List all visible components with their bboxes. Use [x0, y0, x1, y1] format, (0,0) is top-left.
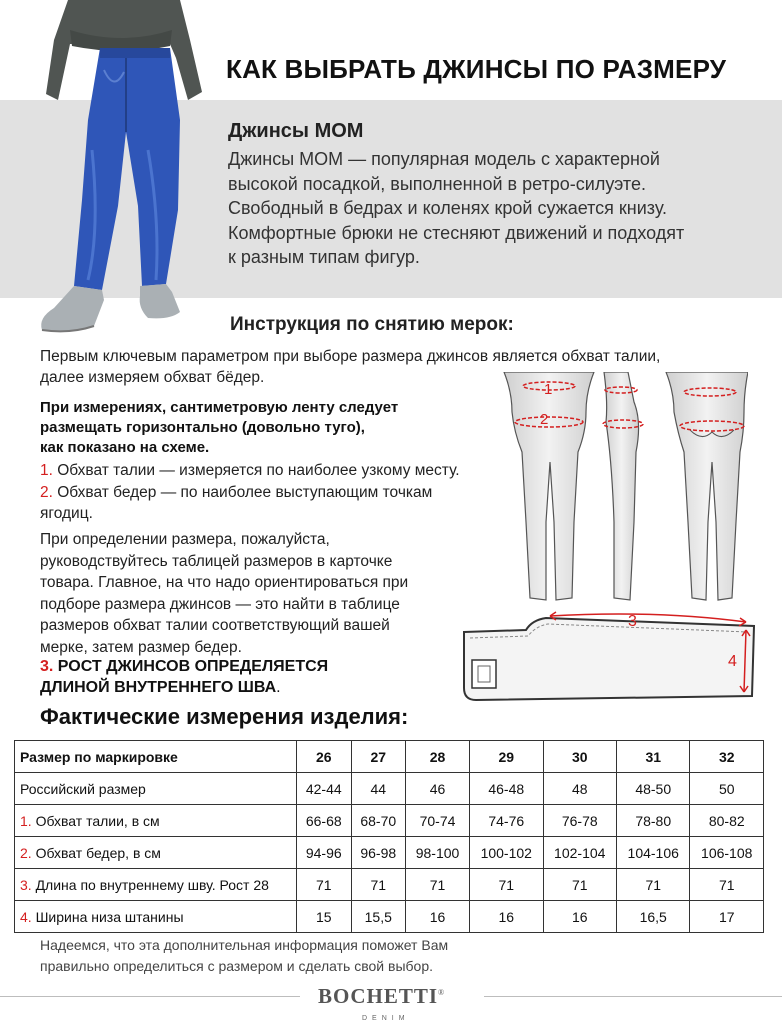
step-text: ДЛИНОЙ ВНУТРЕННЕГО ШВА: [40, 679, 277, 696]
table-cell: 71: [470, 869, 543, 901]
waist-label: 1: [544, 381, 553, 398]
table-cell: 70-74: [406, 805, 470, 837]
registered-mark: ®: [438, 988, 446, 997]
model-description-line: Комфортные брюки не стесняют движений и подходят: [228, 222, 685, 243]
table-cell: 71: [351, 869, 406, 901]
table-cell: 68-70: [351, 805, 406, 837]
step-number: 2.: [40, 483, 53, 501]
table-row: [15, 869, 764, 901]
table-cell: 42-44: [297, 773, 352, 805]
table-row: [15, 901, 764, 933]
row-label-text: Российский размер: [20, 780, 146, 797]
table-row: [15, 805, 764, 837]
row-label: [15, 837, 297, 869]
measurement-steps: [40, 460, 460, 525]
step-hips: [40, 482, 460, 504]
table-header-label: Размер по маркировке: [15, 741, 297, 773]
model-description-line: Джинсы MOM — популярная модель с характерной: [228, 149, 660, 169]
footer-line: Надеемся, что эта дополнительная информация поможет Вам: [40, 937, 449, 953]
step-inseam: [40, 656, 328, 698]
table-cell: 78-80: [616, 805, 689, 837]
jeans-inseam-diagram: [456, 600, 766, 704]
row-number: 2.: [20, 844, 32, 861]
instructions-title: Инструкция по снятию мерок:: [230, 314, 514, 335]
table-cell: 71: [690, 869, 764, 901]
row-number: 1.: [20, 812, 32, 829]
brand-name: BOCHETTI: [318, 984, 439, 1008]
model-description-line: к разным типам фигур.: [228, 247, 420, 267]
body-measurement-diagram: [494, 372, 748, 608]
row-label-text: Длина по внутреннему шву. Рост 28: [31, 876, 269, 893]
table-cell: 46-48: [470, 773, 543, 805]
step-waist: [40, 460, 460, 482]
table-cell: 15: [297, 901, 352, 933]
step-text: Обхват бедер — по наиболее выступающим точкам: [52, 483, 433, 501]
table-cell: 104-106: [616, 837, 689, 869]
row-label: [15, 869, 297, 901]
table-cell: 106-108: [690, 837, 764, 869]
model-description: [228, 147, 748, 270]
table-cell: 27: [351, 741, 406, 773]
howto-line: При измерениях, сантиметровую ленту следует: [40, 399, 399, 416]
table-cell: 76-78: [543, 805, 616, 837]
divider: [484, 996, 782, 997]
leg-width-label: 4: [728, 653, 737, 670]
table-cell: 71: [543, 869, 616, 901]
table-cell: 66-68: [297, 805, 352, 837]
advice-line: мерке, затем размер бедер.: [40, 638, 242, 656]
brand-subtitle: DENIM: [362, 1015, 410, 1022]
table-cell: 16,5: [616, 901, 689, 933]
advice-line: подборе размера джинсов — это найти в таблице: [40, 595, 400, 613]
intro-line: далее измеряем обхват бёдер.: [40, 369, 265, 386]
table-cell: 96-98: [351, 837, 406, 869]
model-description-line: высокой посадкой, выполненной в ретро-силуэте.: [228, 173, 646, 194]
row-number: 4.: [20, 908, 32, 925]
row-number: 3.: [20, 876, 32, 893]
row-label: [15, 901, 297, 933]
measurements-title: Фактические измерения изделия:: [40, 704, 409, 729]
table-cell: 16: [470, 901, 543, 933]
table-cell: 94-96: [297, 837, 352, 869]
model-title: Джинсы MOM: [228, 120, 364, 142]
howto-line: как показано на схеме.: [40, 439, 210, 456]
table-cell: 102-104: [543, 837, 616, 869]
divider: [0, 996, 300, 997]
row-label: [15, 773, 297, 805]
table-cell: 44: [351, 773, 406, 805]
body-side: [603, 372, 643, 600]
step-number: 1.: [40, 462, 53, 479]
advice-line: При определении размера, пожалуйста,: [40, 531, 330, 548]
table-cell: 80-82: [690, 805, 764, 837]
table-cell: 16: [406, 901, 470, 933]
footer-note: [40, 935, 448, 977]
table-cell: 16: [543, 901, 616, 933]
table-cell: 48: [543, 773, 616, 805]
model-illustration: [30, 0, 210, 340]
table-cell: 71: [406, 869, 470, 901]
hips-label: 2: [540, 411, 549, 428]
inseam-label: 3: [628, 613, 637, 630]
brand-logo: [318, 984, 445, 1009]
table-cell: 71: [297, 869, 352, 901]
page-title: КАК ВЫБРАТЬ ДЖИНСЫ ПО РАЗМЕРУ: [226, 54, 727, 84]
table-cell: 15,5: [351, 901, 406, 933]
model-description-line: Свободный в бедрах и коленях крой сужается книзу.: [228, 198, 668, 218]
table-cell: 98-100: [406, 837, 470, 869]
size-table: [14, 740, 764, 933]
table-cell: 48-50: [616, 773, 689, 805]
table-cell: 32: [690, 741, 764, 773]
table-cell: 30: [543, 741, 616, 773]
body-front: [504, 372, 594, 600]
table-cell: 29: [470, 741, 543, 773]
step-text: РОСТ ДЖИНСОВ ОПРЕДЕЛЯЕТСЯ: [53, 658, 329, 675]
measuring-tape-note: [40, 398, 398, 458]
table-cell: 26: [297, 741, 352, 773]
howto-line: размещать горизонтально (довольно туго),: [40, 419, 365, 436]
step-text-end: .: [276, 679, 281, 696]
table-cell: 17: [690, 901, 764, 933]
body-back: [666, 372, 748, 600]
intro-line: Первым ключевым параметром при выборе размера джинсов является обхват талии,: [40, 348, 661, 365]
table-cell: 74-76: [470, 805, 543, 837]
advice-line: товара. Главное, на что надо ориентироваться при: [40, 574, 409, 591]
table-row: [15, 837, 764, 869]
table-cell: 71: [616, 869, 689, 901]
table-cell: 31: [616, 741, 689, 773]
advice-line: размеров обхват талии соответствующий вашей: [40, 617, 390, 634]
size-advice: [40, 529, 408, 658]
table-header-row: [15, 741, 764, 773]
step-text: Обхват талии — измеряется по наиболее узкому месту.: [52, 462, 460, 479]
footer-line: правильно определиться с размером и сделать свой выбор.: [40, 958, 433, 974]
row-label-text: Обхват бедер, в см: [31, 844, 161, 861]
step-number: 3.: [40, 658, 54, 675]
table-cell: 100-102: [470, 837, 543, 869]
step-hips-cont: ягодиц.: [40, 505, 93, 522]
row-label: [15, 805, 297, 837]
row-label-text: Ширина низа штанины: [31, 908, 184, 925]
advice-line: руководствуйтесь таблицей размеров в карточке: [40, 552, 393, 570]
table-cell: 46: [406, 773, 470, 805]
row-label-text: Обхват талии, в см: [31, 812, 160, 829]
table-row: [15, 773, 764, 805]
table-cell: 28: [406, 741, 470, 773]
table-cell: 50: [690, 773, 764, 805]
